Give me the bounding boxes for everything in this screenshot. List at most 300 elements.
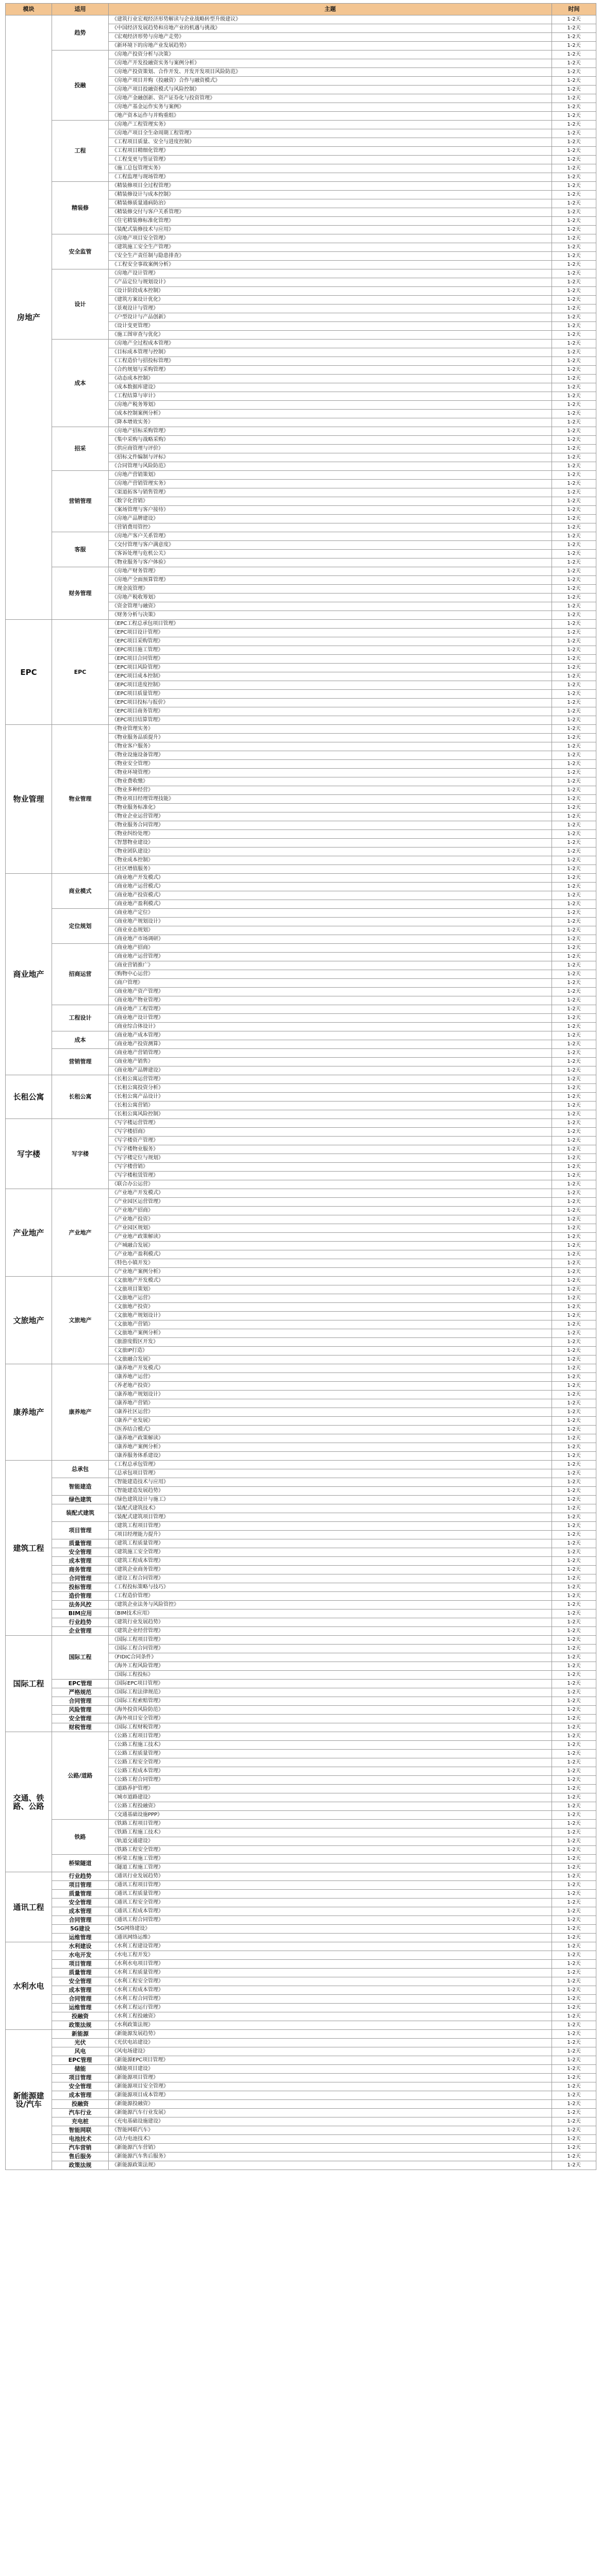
time-cell: 1-2天 [552, 558, 596, 567]
topic-cell: 《EPC项目成本控制》 [109, 672, 552, 681]
table-row [6, 2091, 596, 2100]
time-cell: 1-2天 [552, 1636, 596, 1645]
topic-cell: 《房地产税收筹划》 [109, 594, 552, 602]
table-row [6, 1855, 596, 1863]
topic-cell: 《康养服务体系建设》 [109, 1452, 552, 1461]
scope-cell: 成本 [52, 340, 109, 427]
time-cell: 1-2天 [552, 191, 596, 199]
time-cell: 1-2天 [552, 690, 596, 699]
topic-cell: 《物业团队建设》 [109, 848, 552, 856]
topic-cell: 《国际工程索赔管理》 [109, 1697, 552, 1706]
topic-cell: 《客诉处理与危机公关》 [109, 550, 552, 558]
time-cell: 1-2天 [552, 1119, 596, 1128]
header-scope: 适用 [52, 4, 109, 15]
topic-cell: 《智能网联汽车》 [109, 2126, 552, 2135]
topic-cell: 《社区增值服务》 [109, 865, 552, 874]
time-cell: 1-2天 [552, 173, 596, 182]
topic-cell: 《文旅融合发展》 [109, 1355, 552, 1364]
table-row [6, 1960, 596, 1969]
scope-cell: 储能 [52, 2065, 109, 2074]
topic-cell: 《物业管理实务》 [109, 725, 552, 734]
time-cell: 1-2天 [552, 304, 596, 313]
topic-cell: 《通讯工程成本管理》 [109, 1907, 552, 1916]
topic-cell: 《文旅地产规划设计》 [109, 1312, 552, 1320]
topic-cell: 《通讯工程安全管理》 [109, 1899, 552, 1907]
topic-cell: 《施工图审查与优化》 [109, 331, 552, 340]
time-cell: 1-2天 [552, 1609, 596, 1618]
scope-cell: 项目管理 [52, 1960, 109, 1969]
time-cell: 1-2天 [552, 1601, 596, 1609]
topic-cell: 《项目经理能力提升》 [109, 1531, 552, 1539]
topic-cell: 《房地产设计管理》 [109, 269, 552, 278]
topic-cell: 《长租公寓运营管理》 [109, 1075, 552, 1084]
topic-cell: 《EPC项目风险管理》 [109, 664, 552, 672]
topic-cell: 《商业地产开发模式》 [109, 874, 552, 883]
time-cell: 1-2天 [552, 1434, 596, 1443]
time-cell: 1-2天 [552, 199, 596, 208]
time-cell: 1-2天 [552, 1925, 596, 1934]
topic-cell: 《物业环境管理》 [109, 769, 552, 777]
topic-cell: 《景观设计与管理》 [109, 304, 552, 313]
scope-cell: 装配式建筑 [52, 1504, 109, 1522]
topic-cell: 《购物中心运营》 [109, 970, 552, 979]
time-cell: 1-2天 [552, 1364, 596, 1373]
topic-cell: 《物业多种经营》 [109, 786, 552, 795]
topic-cell: 《商业地产运营管理》 [109, 953, 552, 961]
scope-cell: 设计 [52, 269, 109, 340]
topic-cell: 《建筑施工安全管理》 [109, 1548, 552, 1557]
table-row [6, 725, 596, 734]
topic-cell: 《康养地产运营》 [109, 1373, 552, 1382]
topic-cell: 《城市道路建设》 [109, 1793, 552, 1802]
scope-cell: 桥梁隧道 [52, 1855, 109, 1872]
scope-cell: 客服 [52, 532, 109, 567]
scope-cell: 运维管理 [52, 1934, 109, 1942]
topic-cell: 《商业地产运营模式》 [109, 883, 552, 891]
time-cell: 1-2天 [552, 1294, 596, 1303]
scope-cell: 文旅地产 [52, 1277, 109, 1364]
scope-cell: 5G建设 [52, 1925, 109, 1934]
time-cell: 1-2天 [552, 1986, 596, 1995]
topic-cell: 《商业地产设计管理》 [109, 1014, 552, 1023]
topic-cell: 《成本控制案例分析》 [109, 410, 552, 418]
scope-cell: 成本管理 [52, 2091, 109, 2100]
time-cell: 1-2天 [552, 1093, 596, 1101]
topic-cell: 《工程项目精细化管理》 [109, 147, 552, 156]
scope-cell: 汽车行业 [52, 2109, 109, 2117]
time-cell: 1-2天 [552, 804, 596, 812]
topic-cell: 《工程总承包管理》 [109, 1461, 552, 1469]
topic-cell: 《房地产品牌建设》 [109, 515, 552, 523]
topic-cell: 《建筑工程质量管理》 [109, 1539, 552, 1548]
scope-cell: 产业地产 [52, 1189, 109, 1277]
time-cell: 1-2天 [552, 1566, 596, 1574]
topic-cell: 《长租公寓营销》 [109, 1101, 552, 1110]
time-cell: 1-2天 [552, 1154, 596, 1163]
time-cell: 1-2天 [552, 1942, 596, 1951]
topic-cell: 《通讯行业发展趋势》 [109, 1872, 552, 1881]
time-cell: 1-2天 [552, 68, 596, 77]
time-cell: 1-2天 [552, 129, 596, 138]
time-cell: 1-2天 [552, 366, 596, 375]
topic-cell: 《绿色建筑设计与施工》 [109, 1496, 552, 1504]
scope-cell: 营销管理 [52, 471, 109, 532]
table-row [6, 2126, 596, 2135]
table-body [6, 15, 596, 2170]
time-cell: 1-2天 [552, 2074, 596, 2082]
topic-cell: 《商业地产盈利模式》 [109, 900, 552, 909]
topic-cell: 《文旅地产投资》 [109, 1303, 552, 1312]
table-row [6, 2012, 596, 2021]
table-row [6, 1075, 596, 1084]
time-cell: 1-2天 [552, 103, 596, 112]
topic-cell: 《海外工程风险管理》 [109, 1662, 552, 1671]
time-cell: 1-2天 [552, 156, 596, 164]
time-cell: 1-2天 [552, 629, 596, 637]
time-cell: 1-2天 [552, 2126, 596, 2135]
topic-cell: 《产业地产招商》 [109, 1207, 552, 1215]
time-cell: 1-2天 [552, 988, 596, 996]
topic-cell: 《商业地产销售》 [109, 1058, 552, 1066]
topic-cell: 《智能建造发展趋势》 [109, 1487, 552, 1496]
time-cell: 1-2天 [552, 1872, 596, 1881]
topic-cell: 《工程监理与现场管理》 [109, 173, 552, 182]
time-cell: 1-2天 [552, 637, 596, 646]
topic-cell: 《现金流管理》 [109, 585, 552, 594]
topic-cell: 《新能源投融资》 [109, 2100, 552, 2109]
time-cell: 1-2天 [552, 1662, 596, 1671]
topic-cell: 《EPC工程总承包项目管理》 [109, 620, 552, 629]
topic-cell: 《产业地产案例分析》 [109, 1268, 552, 1277]
time-cell: 1-2天 [552, 1890, 596, 1899]
time-cell: 1-2天 [552, 979, 596, 988]
time-cell: 1-2天 [552, 1732, 596, 1741]
topic-cell: 《产业地产政策解读》 [109, 1233, 552, 1242]
table-row [6, 2021, 596, 2030]
table-row [6, 1942, 596, 1951]
scope-cell: 总承包 [52, 1461, 109, 1478]
table-row [6, 1934, 596, 1942]
table-row [6, 1688, 596, 1697]
topic-cell: 《住宅精装修标准化管理》 [109, 217, 552, 226]
time-cell: 1-2天 [552, 138, 596, 147]
topic-cell: 《物业设施设备管理》 [109, 751, 552, 760]
table-row [6, 1706, 596, 1715]
topic-cell: 《文旅地产案例分析》 [109, 1329, 552, 1338]
header-time: 时间 [552, 4, 596, 15]
time-cell: 1-2天 [552, 1417, 596, 1426]
topic-cell: 《道路养护管理》 [109, 1785, 552, 1793]
scope-cell: 项目管理 [52, 1522, 109, 1539]
scope-cell: 商务管理 [52, 1566, 109, 1574]
scope-cell: 新能源 [52, 2030, 109, 2039]
topic-cell: 《房地产工程管理实务》 [109, 121, 552, 129]
topic-cell: 《房地产全过程成本管理》 [109, 340, 552, 348]
table-row [6, 1609, 596, 1618]
table-row [6, 1618, 596, 1627]
time-cell: 1-2天 [552, 1005, 596, 1014]
topic-cell: 《EPC项目施工管理》 [109, 646, 552, 655]
time-cell: 1-2天 [552, 436, 596, 445]
time-cell: 1-2天 [552, 392, 596, 401]
time-cell: 1-2天 [552, 1031, 596, 1040]
topic-cell: 《交通基础设施PPP》 [109, 1811, 552, 1820]
topic-cell: 《房地产营销管理实务》 [109, 480, 552, 488]
scope-cell: 光伏 [52, 2039, 109, 2047]
table-row [6, 234, 596, 243]
module-cell: 商业地产 [6, 874, 52, 1075]
topic-cell: 《产业地产投资》 [109, 1215, 552, 1224]
scope-cell: 投融资 [52, 2012, 109, 2021]
topic-cell: 《隧道工程施工管理》 [109, 1863, 552, 1872]
module-cell: 物业管理 [6, 725, 52, 874]
scope-cell: 汽车营销 [52, 2144, 109, 2153]
table-row [6, 1566, 596, 1574]
scope-cell: 趋势 [52, 15, 109, 50]
time-cell: 1-2天 [552, 611, 596, 620]
time-cell: 1-2天 [552, 1023, 596, 1031]
topic-cell: 《EPC项目设计管理》 [109, 629, 552, 637]
time-cell: 1-2天 [552, 418, 596, 427]
table-row [6, 2082, 596, 2091]
time-cell: 1-2天 [552, 996, 596, 1005]
time-cell: 1-2天 [552, 1215, 596, 1224]
topic-cell: 《国际工程投标》 [109, 1671, 552, 1680]
time-cell: 1-2天 [552, 1960, 596, 1969]
time-cell: 1-2天 [552, 453, 596, 462]
topic-cell: 《物业项目经理管理技能》 [109, 795, 552, 804]
time-cell: 1-2天 [552, 1706, 596, 1715]
topic-cell: 《工程投标策略与技巧》 [109, 1583, 552, 1592]
time-cell: 1-2天 [552, 1828, 596, 1837]
topic-cell: 《商业地产成本管理》 [109, 1031, 552, 1040]
topic-cell: 《公路工程项目管理》 [109, 1732, 552, 1741]
time-cell: 1-2天 [552, 1881, 596, 1890]
time-cell: 1-2天 [552, 1189, 596, 1198]
time-cell: 1-2天 [552, 278, 596, 287]
table-row [6, 532, 596, 541]
time-cell: 1-2天 [552, 1382, 596, 1391]
topic-cell: 《建筑施工安全生产管理》 [109, 243, 552, 252]
time-cell: 1-2天 [552, 182, 596, 191]
topic-cell: 《新能源发展趋势》 [109, 2030, 552, 2039]
topic-cell: 《建筑企业法务与风险管控》 [109, 1601, 552, 1609]
topic-cell: 《水利工程投融资》 [109, 2012, 552, 2021]
time-cell: 1-2天 [552, 462, 596, 471]
time-cell: 1-2天 [552, 909, 596, 918]
topic-cell: 《建筑企业商务管理》 [109, 1566, 552, 1574]
time-cell: 1-2天 [552, 1285, 596, 1294]
topic-cell: 《商业地产品牌建设》 [109, 1066, 552, 1075]
time-cell: 1-2天 [552, 243, 596, 252]
table-row [6, 2135, 596, 2144]
topic-cell: 《养老地产投资》 [109, 1382, 552, 1391]
time-cell: 1-2天 [552, 2161, 596, 2170]
time-cell: 1-2天 [552, 1207, 596, 1215]
time-cell: 1-2天 [552, 313, 596, 322]
topic-cell: 《房地产项目安全管理》 [109, 234, 552, 243]
scope-cell: 安全管理 [52, 1899, 109, 1907]
time-cell: 1-2天 [552, 1110, 596, 1119]
table-row [6, 1583, 596, 1592]
module-cell: 国际工程 [6, 1636, 52, 1732]
time-cell: 1-2天 [552, 716, 596, 725]
table-row [6, 1820, 596, 1828]
topic-cell: 《旅游度假区开发》 [109, 1338, 552, 1347]
time-cell: 1-2天 [552, 1461, 596, 1469]
topic-cell: 《商业地产市场调研》 [109, 935, 552, 944]
time-cell: 1-2天 [552, 1277, 596, 1285]
topic-cell: 《公路工程合同管理》 [109, 1776, 552, 1785]
module-cell: 长租公寓 [6, 1075, 52, 1119]
topic-cell: 《写字楼运营管理》 [109, 1119, 552, 1128]
topic-cell: 《房地产开发投融资实务与案例分析》 [109, 59, 552, 68]
table-row [6, 50, 596, 59]
topic-cell: 《水电工程开发》 [109, 1951, 552, 1960]
time-cell: 1-2天 [552, 1084, 596, 1093]
scope-cell: 长租公寓 [52, 1075, 109, 1119]
scope-cell: 风险管理 [52, 1706, 109, 1715]
topic-cell: 《商业地产招商》 [109, 944, 552, 953]
time-cell: 1-2天 [552, 672, 596, 681]
table-row [6, 1461, 596, 1469]
time-cell: 1-2天 [552, 900, 596, 909]
time-cell: 1-2天 [552, 234, 596, 243]
time-cell: 1-2天 [552, 812, 596, 821]
table-row [6, 1592, 596, 1601]
time-cell: 1-2天 [552, 1995, 596, 2004]
time-cell: 1-2天 [552, 1452, 596, 1461]
time-cell: 1-2天 [552, 1583, 596, 1592]
scope-cell: 行业趋势 [52, 1872, 109, 1881]
topic-cell: 《装配式建筑技术》 [109, 1504, 552, 1513]
time-cell: 1-2天 [552, 1172, 596, 1180]
topic-cell: 《国际EPC项目管理》 [109, 1680, 552, 1688]
scope-cell: 财税管理 [52, 1723, 109, 1732]
topic-cell: 《通讯工程质量管理》 [109, 1890, 552, 1899]
topic-cell: 《新能源EPC项目管理》 [109, 2056, 552, 2065]
scope-cell: 安全管理 [52, 1977, 109, 1986]
time-cell: 1-2天 [552, 2082, 596, 2091]
topic-cell: 《新能源汽车售后服务》 [109, 2153, 552, 2161]
topic-cell: 《EPC项目进度控制》 [109, 681, 552, 690]
topic-cell: 《建筑工程项目管理》 [109, 1522, 552, 1531]
topic-cell: 《招标文件编制与评标》 [109, 453, 552, 462]
scope-cell: BIM应用 [52, 1609, 109, 1618]
topic-cell: 《BIM技术应用》 [109, 1609, 552, 1618]
time-cell: 1-2天 [552, 1846, 596, 1855]
module-cell: 通讯工程 [6, 1872, 52, 1942]
scope-cell: 合同管理 [52, 1916, 109, 1925]
time-cell: 1-2天 [552, 445, 596, 453]
time-cell: 1-2天 [552, 1233, 596, 1242]
topic-cell: 《水利工程质量管理》 [109, 1969, 552, 1977]
table-row [6, 427, 596, 436]
time-cell: 1-2天 [552, 2109, 596, 2117]
topic-cell: 《房地产投资分析与决策》 [109, 50, 552, 59]
scope-cell: 安全监管 [52, 234, 109, 269]
time-cell: 1-2天 [552, 874, 596, 883]
time-cell: 1-2天 [552, 1242, 596, 1250]
topic-cell: 《国际工程财税管理》 [109, 1723, 552, 1732]
topic-cell: 《EPC项目投标与报价》 [109, 699, 552, 707]
time-cell: 1-2天 [552, 769, 596, 777]
topic-cell: 《康养地产政策解读》 [109, 1434, 552, 1443]
time-cell: 1-2天 [552, 1557, 596, 1566]
topic-cell: 《装配式建筑项目管理》 [109, 1513, 552, 1522]
scope-cell: 质量管理 [52, 1969, 109, 1977]
topic-cell: 《商业业态规划》 [109, 926, 552, 935]
time-cell: 1-2天 [552, 1793, 596, 1802]
time-cell: 1-2天 [552, 655, 596, 664]
time-cell: 1-2天 [552, 602, 596, 611]
time-cell: 1-2天 [552, 1671, 596, 1680]
topic-cell: 《商业地产投资测算》 [109, 1040, 552, 1049]
topic-cell: 《房地产招标采购管理》 [109, 427, 552, 436]
time-cell: 1-2天 [552, 699, 596, 707]
topic-cell: 《施工总包管理实务》 [109, 164, 552, 173]
time-cell: 1-2天 [552, 1163, 596, 1172]
table-row [6, 2109, 596, 2117]
time-cell: 1-2天 [552, 1531, 596, 1539]
topic-cell: 《物业服务品质提升》 [109, 734, 552, 742]
time-cell: 1-2天 [552, 1312, 596, 1320]
topic-cell: 《写字楼定位与规划》 [109, 1154, 552, 1163]
time-cell: 1-2天 [552, 2047, 596, 2056]
topic-cell: 《房地产客户关系管理》 [109, 532, 552, 541]
topic-cell: 《EPC项目采购管理》 [109, 637, 552, 646]
topic-cell: 《新能源项目安全管理》 [109, 2082, 552, 2091]
time-cell: 1-2天 [552, 1977, 596, 1986]
time-cell: 1-2天 [552, 1303, 596, 1312]
time-cell: 1-2天 [552, 322, 596, 331]
topic-cell: 《公路工程投融资》 [109, 1802, 552, 1811]
topic-cell: 《设计变更管理》 [109, 322, 552, 331]
time-cell: 1-2天 [552, 164, 596, 173]
time-cell: 1-2天 [552, 1855, 596, 1863]
topic-cell: 《铁路工程安全管理》 [109, 1846, 552, 1855]
topic-cell: 《物业安全管理》 [109, 760, 552, 769]
time-cell: 1-2天 [552, 935, 596, 944]
scope-cell: 水电开发 [52, 1951, 109, 1960]
table-row [6, 2074, 596, 2082]
time-cell: 1-2天 [552, 1548, 596, 1557]
topic-cell: 《医养结合模式》 [109, 1426, 552, 1434]
time-cell: 1-2天 [552, 856, 596, 865]
topic-cell: 《物业服务标准化》 [109, 804, 552, 812]
time-cell: 1-2天 [552, 1496, 596, 1504]
time-cell: 1-2天 [552, 550, 596, 558]
topic-cell: 《写字楼租赁管理》 [109, 1172, 552, 1180]
topic-cell: 《铁路工程施工技术》 [109, 1828, 552, 1837]
time-cell: 1-2天 [552, 1487, 596, 1496]
time-cell: 1-2天 [552, 261, 596, 269]
time-cell: 1-2天 [552, 147, 596, 156]
topic-cell: 《工程结算与审计》 [109, 392, 552, 401]
table-row [6, 2030, 596, 2039]
table-row [6, 1496, 596, 1504]
time-cell: 1-2天 [552, 1969, 596, 1977]
table-row [6, 2056, 596, 2065]
time-cell: 1-2天 [552, 375, 596, 383]
time-cell: 1-2天 [552, 1259, 596, 1268]
topic-cell: 《水利工程合同管理》 [109, 1995, 552, 2004]
topic-cell: 《地产资本运作与并购重组》 [109, 112, 552, 121]
time-cell: 1-2天 [552, 830, 596, 839]
topic-cell: 《通讯工程项目管理》 [109, 1881, 552, 1890]
time-cell: 1-2天 [552, 488, 596, 497]
time-cell: 1-2天 [552, 1320, 596, 1329]
